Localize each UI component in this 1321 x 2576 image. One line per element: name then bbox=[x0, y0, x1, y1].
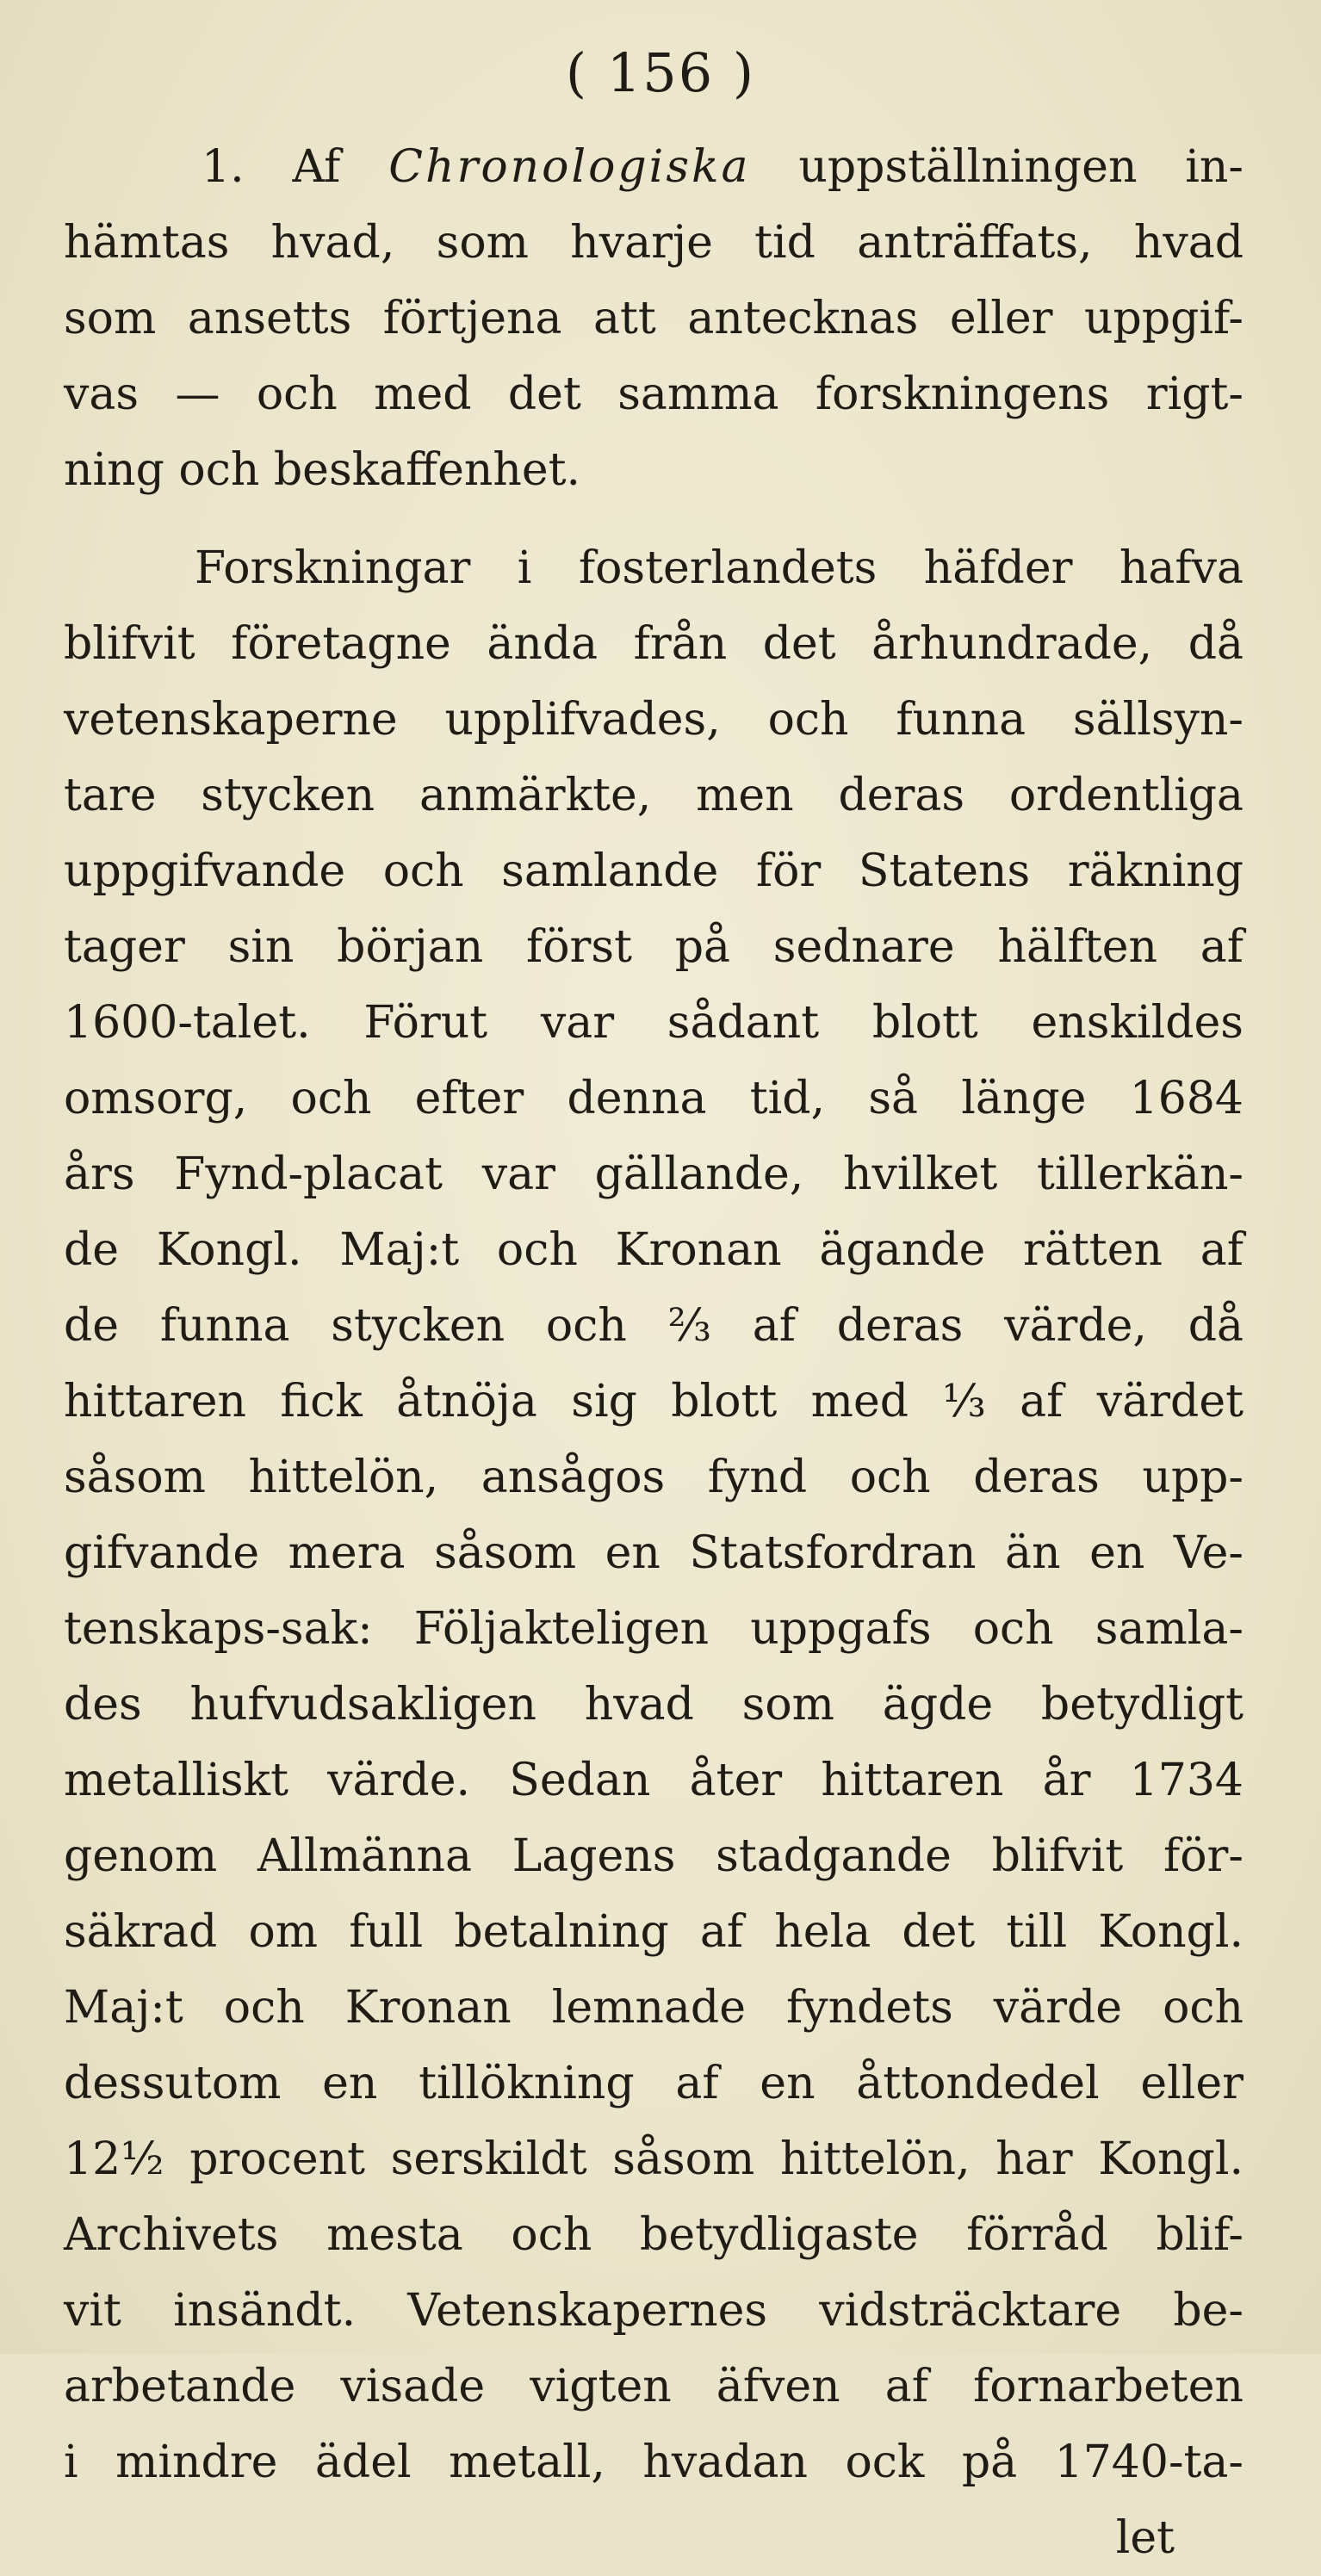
paragraph-2-line: 12½ procent serskildt såsom hittelön, har Kongl. bbox=[64, 2133, 1243, 2185]
paragraph-2-line: i mindre ädel metall, hvadan ock på 1740-ta- bbox=[64, 2437, 1243, 2488]
line-text: uppställningen in- bbox=[750, 141, 1243, 193]
paragraph-2-line: Forskningar i fosterlandets häfder hafva bbox=[195, 542, 1243, 594]
paragraph-2-line: års Fynd-placat var gällande, hvilket tillerkän- bbox=[64, 1149, 1243, 1200]
paragraph-2-line: tager sin början först på sednare hälften af bbox=[64, 921, 1243, 973]
paragraph-2-line: omsorg, och efter denna tid, så länge 1684 bbox=[64, 1073, 1243, 1124]
section-number-text: 1. Af bbox=[202, 141, 389, 193]
paragraph-1-line bbox=[64, 129, 1243, 205]
paragraph-2-line: dessutom en tillökning af en åttondedel eller bbox=[64, 2058, 1243, 2109]
paragraph-1-line: hämtas hvad, som hvarje tid anträffats, hvad bbox=[64, 217, 1243, 269]
paragraph-2-line: hittaren fick åtnöja sig blott med ⅓ af värdet bbox=[64, 1376, 1243, 1427]
paragraph-2-line: de funna stycken och ⅔ af deras värde, då bbox=[64, 1300, 1243, 1352]
paragraph-2-line: metalliskt värde. Sedan åter hittaren år 1734 bbox=[64, 1755, 1243, 1806]
paragraph-2-line: såsom hittelön, ansågos fynd och deras upp- bbox=[64, 1452, 1243, 1503]
paragraph-2-line: des hufvudsakligen hvad som ägde betydligt bbox=[64, 1679, 1243, 1731]
italic-term: Chronologiska bbox=[388, 141, 751, 193]
page-number: ( 156 ) bbox=[565, 41, 756, 104]
paragraph-2-line: blifvit företagne ända från det århundrade, då bbox=[64, 618, 1243, 670]
paragraph-2-line: vit insändt. Vetenskapernes vidsträcktare be- bbox=[64, 2285, 1243, 2337]
paragraph-2-line: Maj:t och Kronan lemnade fyndets värde och bbox=[64, 1982, 1243, 2034]
paragraph-2-line: genom Allmänna Lagens stadgande blifvit för- bbox=[64, 1830, 1243, 1882]
paragraph-2-line: Archivets mesta och betydligaste förråd blif- bbox=[64, 2209, 1243, 2261]
catchword: let bbox=[1115, 2512, 1175, 2564]
paragraph-2-line: vetenskaperne upplifvades, och funna sällsyn- bbox=[64, 694, 1243, 746]
paragraph-2-line: uppgifvande och samlande för Statens räkning bbox=[64, 845, 1243, 897]
paragraph-1-line: som ansetts förtjena att antecknas eller uppgif- bbox=[64, 293, 1243, 344]
paragraph-2-line: tenskaps-sak: Följakteligen uppgafs och samla- bbox=[64, 1603, 1243, 1655]
paragraph-1-line: vas — och med det samma forskningens rigt- bbox=[64, 368, 1243, 420]
paragraph-1-line: ning och beskaffenhet. bbox=[64, 444, 581, 496]
paragraph-2-line: de Kongl. Maj:t och Kronan ägande rätten af bbox=[64, 1224, 1243, 1276]
paragraph-2-line: säkrad om full betalning af hela det till Kongl. bbox=[64, 1906, 1243, 1958]
body-text bbox=[64, 129, 1243, 2576]
paragraph-2-line: tare stycken anmärkte, men deras ordentliga bbox=[64, 770, 1243, 821]
paragraph-2-line: gifvande mera såsom en Statsfordran än en Ve- bbox=[64, 1527, 1243, 1579]
paragraph-gap bbox=[64, 508, 1243, 530]
paragraph-2-line: 1600-talet. Förut var sådant blott enskildes bbox=[64, 997, 1243, 1049]
paragraph-2-line: arbetande visade vigten äfven af fornarbeten bbox=[64, 2361, 1243, 2412]
